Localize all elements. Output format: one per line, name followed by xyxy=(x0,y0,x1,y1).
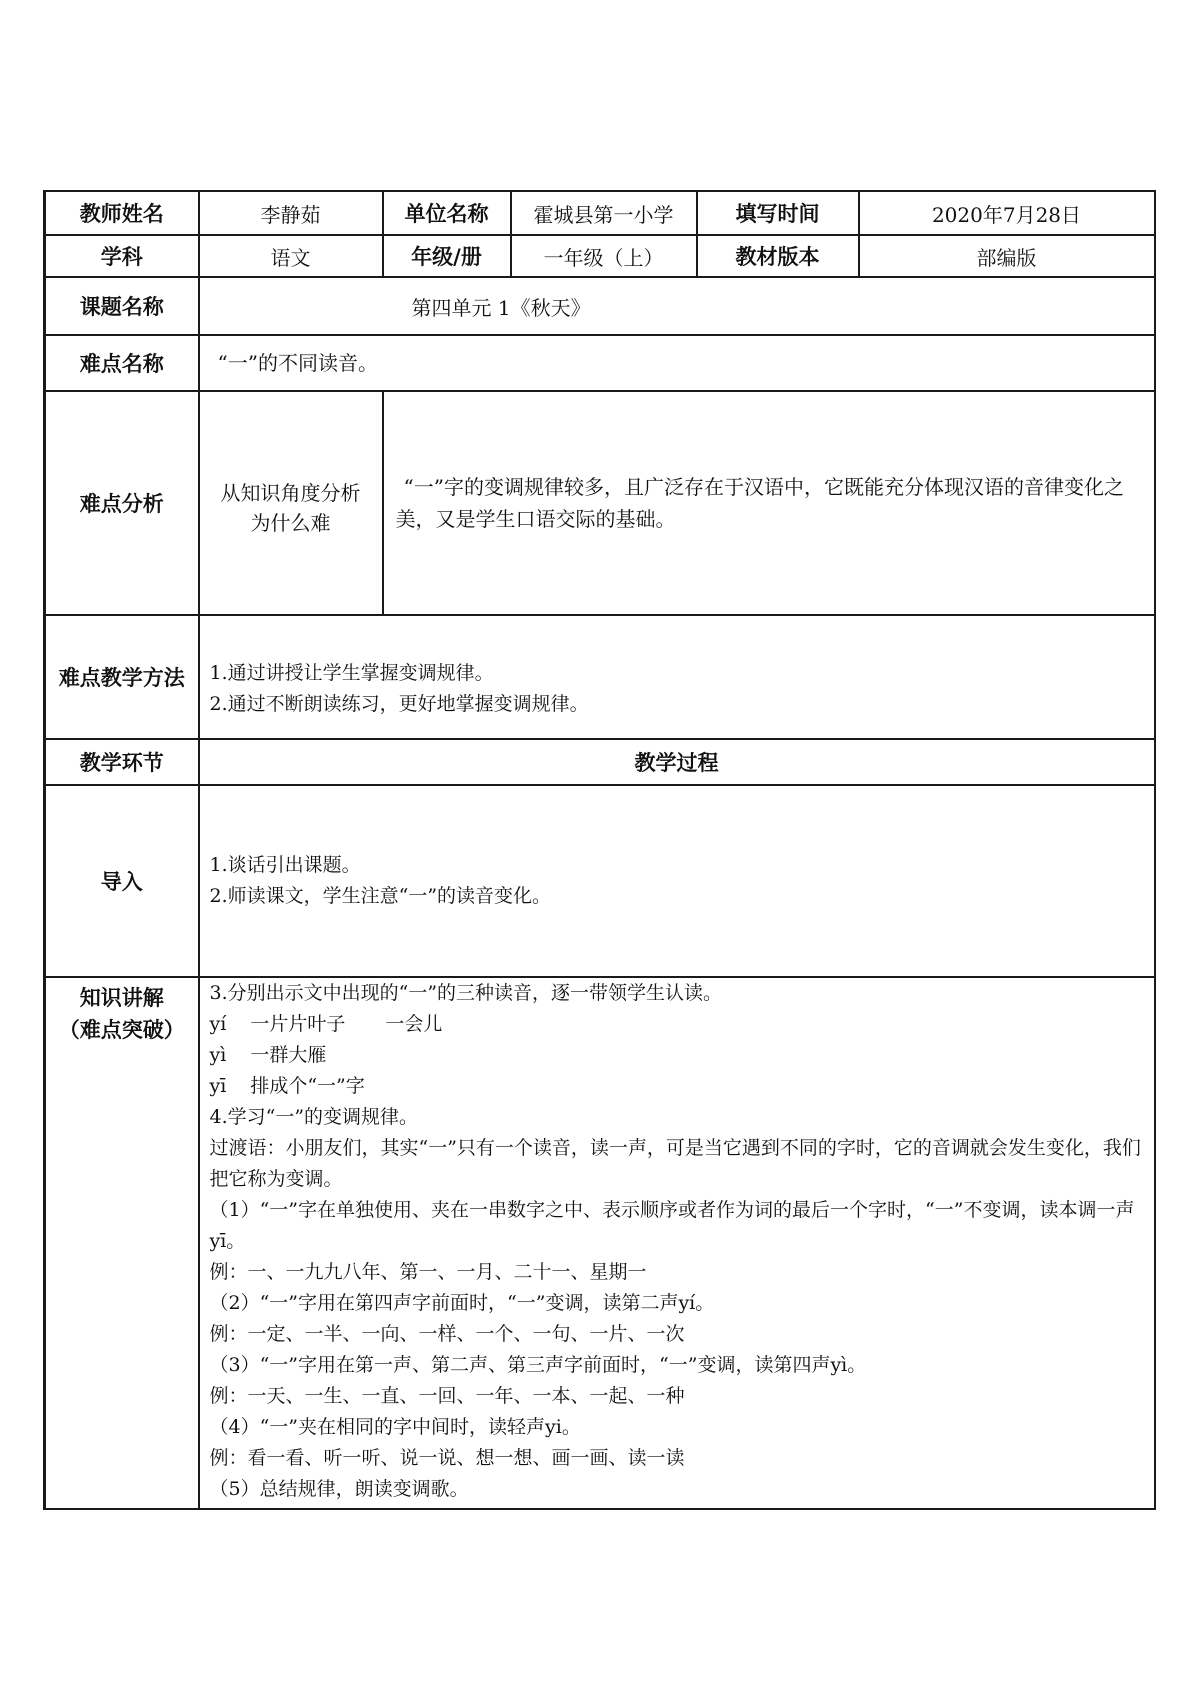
knowledge-content xyxy=(199,977,1155,1509)
intro-row xyxy=(45,785,1155,977)
topic-value: 第四单元 1《秋天》 xyxy=(199,277,1155,335)
example-1: 例：一、一九九八年、第一、一月、二十一、星期一 xyxy=(209,1261,647,1283)
intro-line-2: 2.师读课文，学生注意“一”的读音变化。 xyxy=(209,885,552,907)
header-row-2 xyxy=(45,235,1155,277)
yi1-example-1: 排成个“一”字 xyxy=(250,1075,365,1097)
pinyin-yi2: yí xyxy=(209,1013,227,1035)
analysis-text: “一”字的变调规律较多，且广泛存在于汉语中，它既能充分体现汉语的音律变化之美，又是学生口语交际的基础。 xyxy=(383,391,1155,615)
fill-date-label: 填写时间 xyxy=(697,191,859,235)
yi2-example-2: 一会儿 xyxy=(385,1013,443,1035)
knowledge-line-3: 3.分别出示文中出现的“一”的三种读音，逐一带领学生认读。 xyxy=(209,982,723,1004)
method-line-1: 1.通过讲授让学生掌握变调规律。 xyxy=(209,662,494,684)
example-2: 例：一定、一半、一向、一样、一个、一句、一片、一次 xyxy=(209,1323,685,1345)
analysis-sublabel-line-2: 为什么难 xyxy=(250,511,331,535)
edition-label: 教材版本 xyxy=(697,235,859,277)
pinyin-yi2-row xyxy=(210,1009,1146,1040)
difficulty-label: 难点名称 xyxy=(45,335,199,391)
transition-text: 过渡语：小朋友们，其实“一”只有一个读音，读一声，可是当它遇到不同的字时，它的音调就会发生变化，我们把它称为变调。 xyxy=(209,1137,1141,1190)
lesson-plan-table xyxy=(43,190,1156,1510)
analysis-sublabel xyxy=(199,391,383,615)
teacher-name-label: 教师姓名 xyxy=(45,191,199,235)
example-3: 例：一天、一生、一直、一回、一年、一本、一起、一种 xyxy=(209,1385,685,1407)
difficulty-value: “一”的不同读音。 xyxy=(199,335,1155,391)
analysis-row xyxy=(45,391,1155,615)
knowledge-label-line-1: 知识讲解 xyxy=(79,986,164,1010)
intro-label: 导入 xyxy=(45,785,199,977)
rule-1: （1）“一”字在单独使用、夹在一串数字之中、表示顺序或者作为词的最后一个字时，“一”不变调，读本调一声yī。 xyxy=(209,1199,1135,1252)
topic-row xyxy=(45,277,1155,335)
knowledge-label xyxy=(45,977,199,1509)
process-stage-label: 教学环节 xyxy=(45,739,199,785)
knowledge-label-line-2: （难点突破） xyxy=(58,1018,185,1042)
rule-2: （2）“一”字用在第四声字前面时，“一”变调，读第二声yí。 xyxy=(209,1292,715,1314)
teacher-name-value: 李静茹 xyxy=(199,191,383,235)
method-label: 难点教学方法 xyxy=(45,615,199,739)
pinyin-yi1: yī xyxy=(209,1075,227,1097)
analysis-sublabel-line-1: 从知识角度分析 xyxy=(220,481,361,505)
pinyin-yi1-row xyxy=(210,1071,1146,1102)
header-row-1 xyxy=(45,191,1155,235)
method-content xyxy=(199,615,1155,739)
knowledge-row xyxy=(45,977,1155,1509)
yi2-example-1: 一片片叶子 xyxy=(250,1013,346,1035)
grade-label: 年级/册 xyxy=(383,235,511,277)
pinyin-yi4-row xyxy=(210,1040,1146,1071)
subject-value: 语文 xyxy=(199,235,383,277)
yi4-example-1: 一群大雁 xyxy=(250,1044,327,1066)
pinyin-yi4: yì xyxy=(209,1044,227,1066)
difficulty-row xyxy=(45,335,1155,391)
rule-5: （5）总结规律，朗读变调歌。 xyxy=(209,1478,469,1500)
grade-value: 一年级（上） xyxy=(511,235,697,277)
rule-4: （4）“一”夹在相同的字中间时，读轻声yi。 xyxy=(209,1416,581,1438)
rule-3: （3）“一”字用在第一声、第二声、第三声字前面时，“一”变调，读第四声yì。 xyxy=(209,1354,867,1376)
intro-line-1: 1.谈话引出课题。 xyxy=(209,854,361,876)
process-header-row xyxy=(45,739,1155,785)
edition-value: 部编版 xyxy=(859,235,1155,277)
example-4: 例：看一看、听一听、说一说、想一想、画一画、读一读 xyxy=(209,1447,685,1469)
knowledge-line-4: 4.学习“一”的变调规律。 xyxy=(209,1106,419,1128)
unit-name-value: 霍城县第一小学 xyxy=(511,191,697,235)
method-row xyxy=(45,615,1155,739)
intro-content xyxy=(199,785,1155,977)
subject-label: 学科 xyxy=(45,235,199,277)
method-line-2: 2.通过不断朗读练习，更好地掌握变调规律。 xyxy=(209,693,589,715)
topic-label: 课题名称 xyxy=(45,277,199,335)
process-title: 教学过程 xyxy=(199,739,1155,785)
fill-date-value: 2020年7月28日 xyxy=(859,191,1155,235)
unit-name-label: 单位名称 xyxy=(383,191,511,235)
analysis-label: 难点分析 xyxy=(45,391,199,615)
